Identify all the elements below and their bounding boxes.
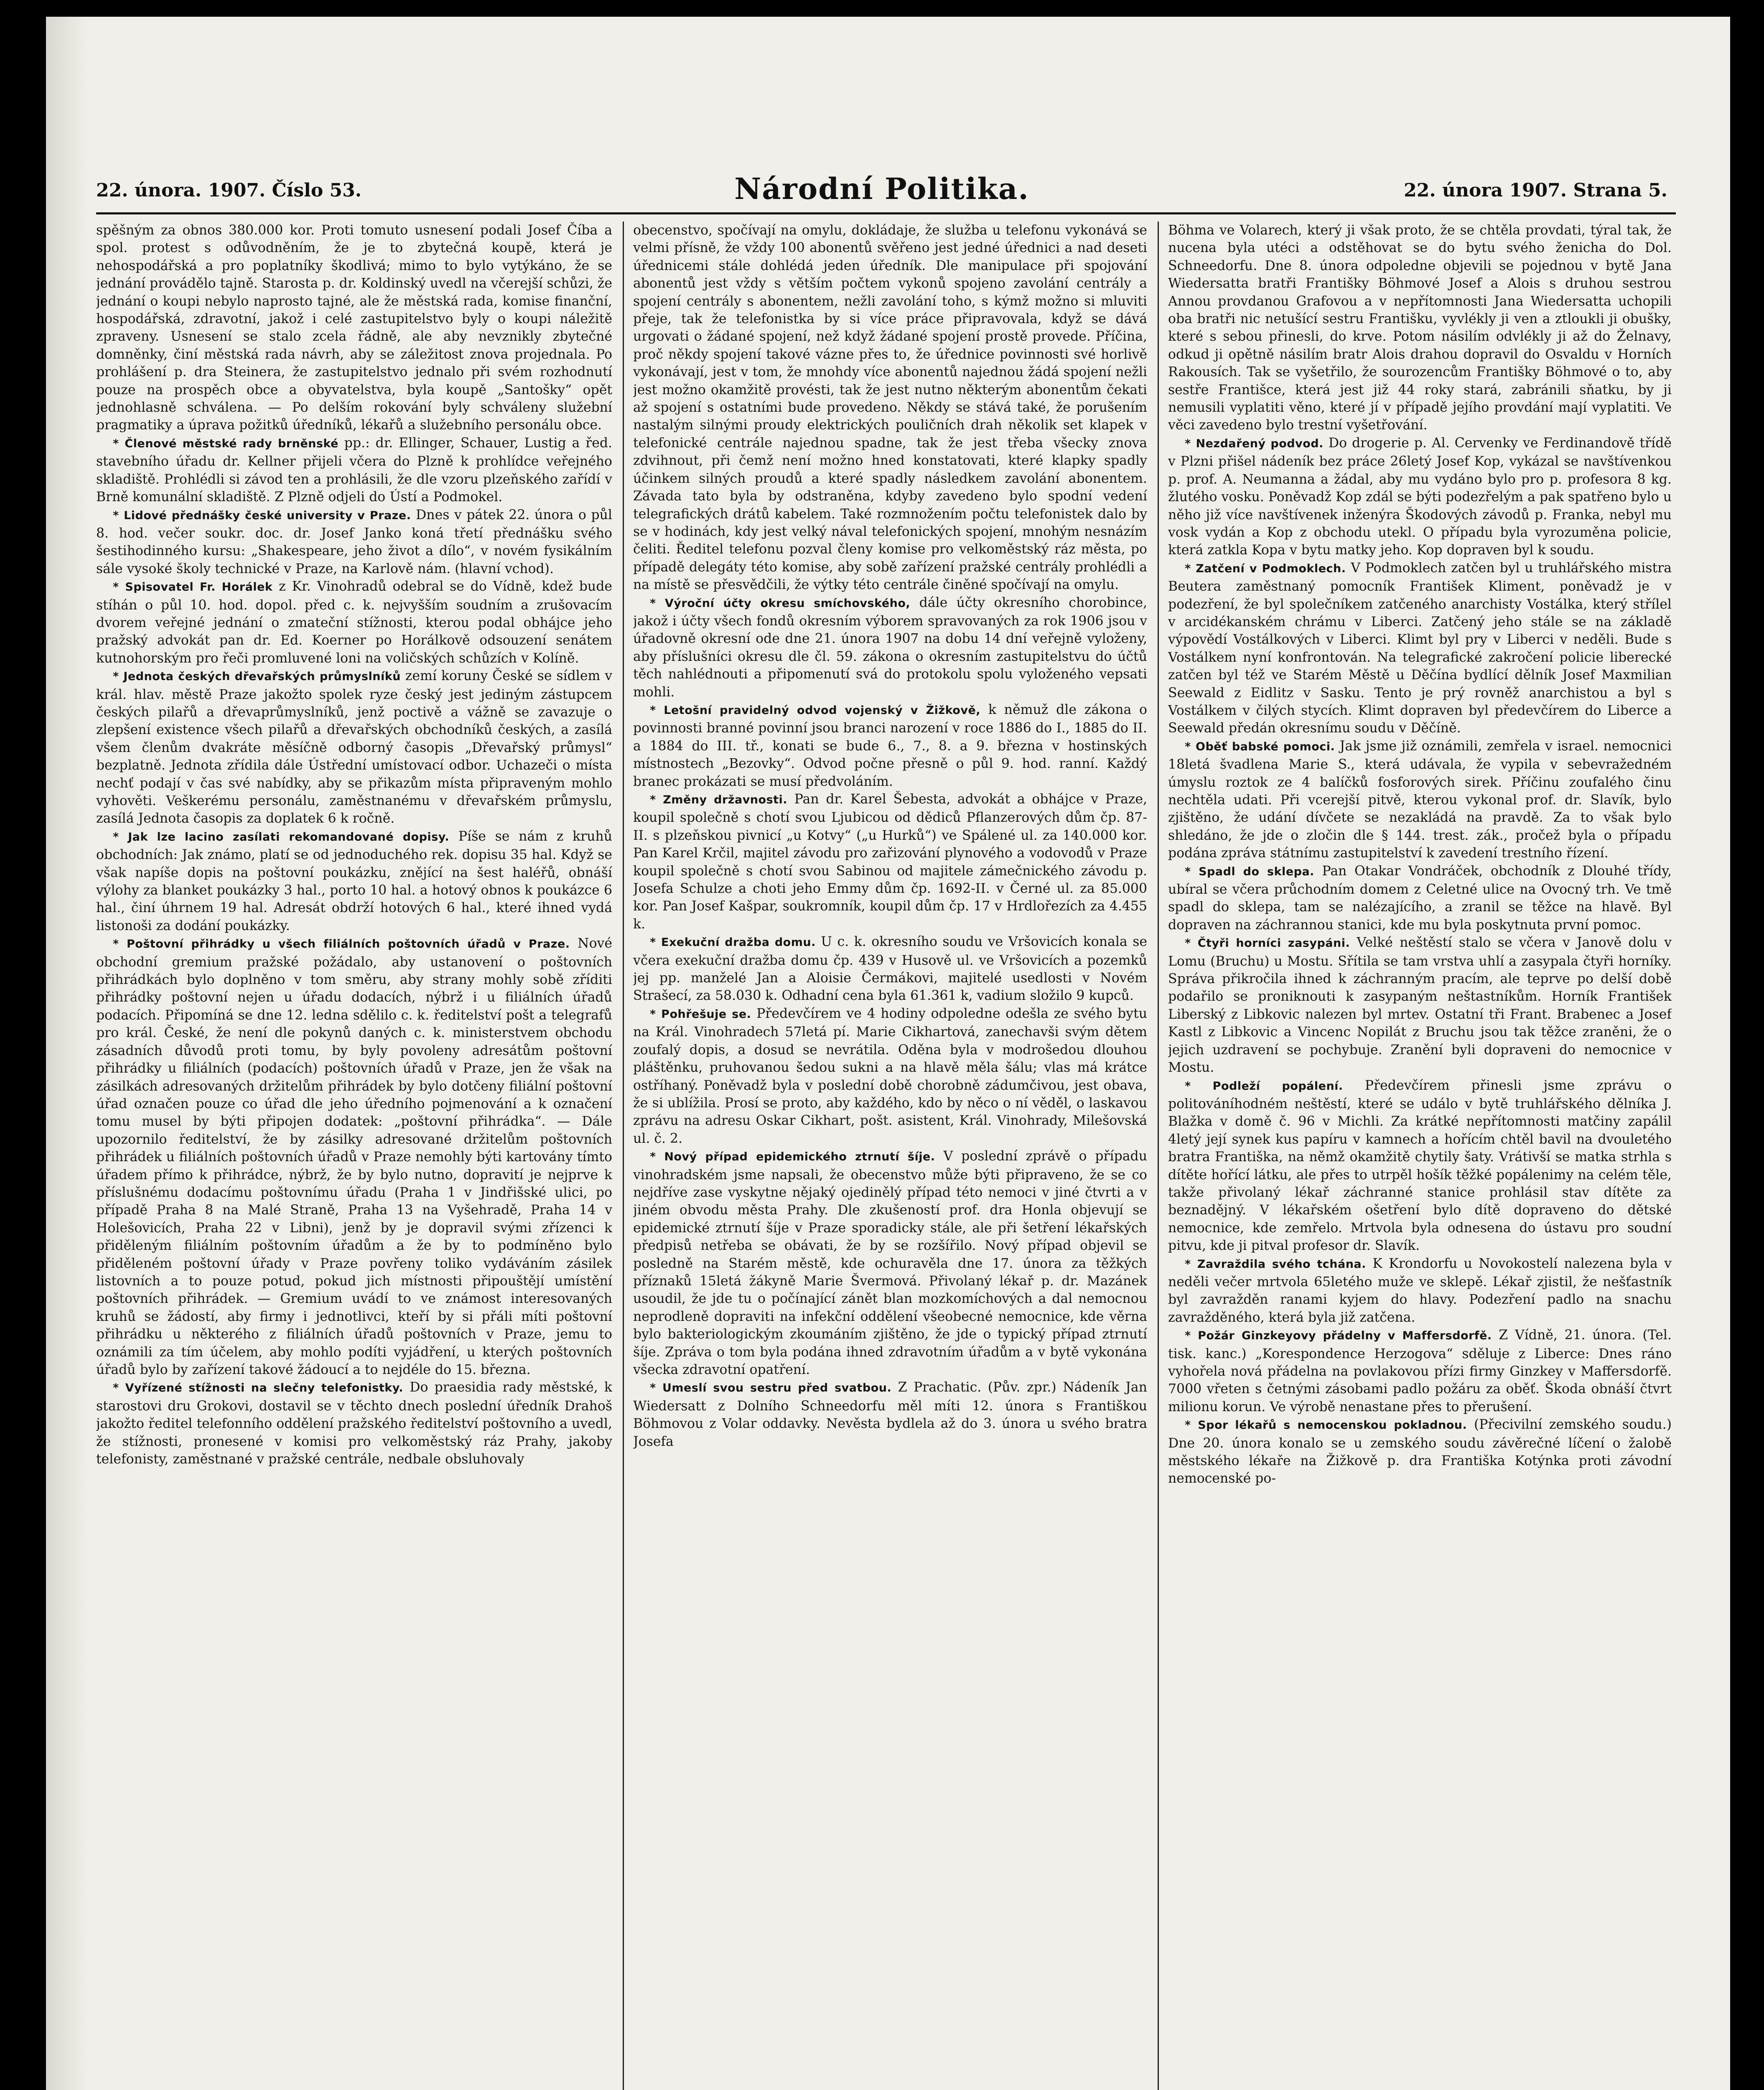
news-item	[1168, 862, 1672, 934]
continued-text	[633, 222, 1147, 594]
news-item-body: Do drogerie p. Al. Cervenky ve Ferdinandově třídě v Plzni přišel nádeník bez práce 26letý Josef Kop, vykázal se navštívenkou p. prof. A. Neumanna a žádal, aby mu vydáno bylo pro p. profesora 8 kg. žlutého vosku. Poněvadž Kop zdál se býti podezřelým a pak spatřeno bylo u něho již více navštívenek inženýra Škodových závodů p. Franka, nebyl mu vosk vydán a Kop z obchodu utekl. O případu byla vyrozuměna policie, která zatkla Kopa v bytu matky jeho. Kop dopraven byl k soudu.	[1168, 435, 1672, 558]
news-item-body: Dnes v pátek 22. února o půl 8. hod. večer soukr. doc. dr. Josef Janko koná třetí přednášku svého šestihodinného kursu: „Shakespeare, jeho život a dílo“, v novém fysikálním sále vysoké školy technické v Praze, na Karlově nám. (hlavní vchod).	[96, 507, 612, 576]
news-item	[633, 1005, 1147, 1147]
text-column-3	[1168, 222, 1672, 2090]
news-item-title: * Výroční účty okresu smíchovského,	[650, 596, 911, 610]
news-item-title: * Zavraždila svého tchána.	[1185, 1257, 1366, 1271]
news-item-title: * Letošní pravidelný odvod vojenský v Žižkově,	[650, 703, 981, 717]
news-item	[96, 828, 612, 935]
news-item-body: (Přecivilní zemského soudu.) Dne 20. února konalo se u zemského soudu závěrečné líčení o žalobě městského lékaře na Žižkově p. dra Františka Kotýnka proti závodní nemocenské po-	[1168, 1417, 1672, 1486]
news-item	[633, 933, 1147, 1005]
news-item	[96, 667, 612, 828]
news-item	[1168, 934, 1672, 1076]
news-item-body: Předevčírem ve 4 hodiny odpoledne odešla ze svého bytu na Král. Vinohradech 57letá pí. Marie Cikhartová, zanechavši svým dětem zoufalý dopis, a dosud se nevrátila. Oděna byla v modrošedou dlouhou pláštěnku, pruhovanou šedou sukni a na hlavě měla šálu; vlas má krátce ostříhaný. Poněvadž byla v poslední době chorobně zádumčivou, jest obava, že si ublížila. Prosí se proto, aby každého, kdo by něco o ní věděl, o laskavou zprávu na adresu Oskar Cikhart, pošt. asistent, Král. Vinohrady, Milešovská ul. č. 2.	[633, 1006, 1147, 1146]
news-item-title: * Spor lékařů s nemocenskou pokladnou.	[1185, 1419, 1467, 1432]
news-item-body: Velké neštěstí stalo se včera v Janově dolu v Lomu (Bruchu) u Mostu. Sřítila se tam vrstva uhlí a zasypala čtyři horníky. Správa přikročila ihned k záchranným pracím, ale teprve po delší době podařilo se proniknouti k zasypaným neštastníkům. Horník František Liberský z Libkovic nalezen byl mrtev. Ostatní tři Frant. Brabenec a Josef Kastl z Libkovic a Vincenc Nopilát z Bruchu jsou tak těžce zraněni, že o jejich uzdravení se pochybuje. Zranění byli dopraveni do nemocnice v Mostu.	[1168, 935, 1672, 1076]
news-item	[1168, 434, 1672, 559]
news-item-body: K Krondorfu u Novokostelí nalezena byla v neděli večer mrtvola 65letého muže ve sklepě. Lékař zjistil, že nešťastník byl zavražděn ranami kyjem do hlavy. Podezření padlo na snachu zavražděného, která byla již zatčena.	[1168, 1256, 1672, 1325]
newspaper-page	[46, 17, 1730, 2090]
news-item-title: * Změny državnosti.	[650, 793, 788, 806]
news-item-body: V Podmoklech zatčen byl u truhlářského mistra Beutera zaměstnaný pomocník František Kliment, poněvadž je v podezření, že byl společníkem zatčeného anarchisty Vostálka, který střílel v arcidékanském chrámu v Liberci. Zatčený jeho stále se na základě výpovědí Vostálkových v Liberci. Klimt byl pry v Liberci v neděli. Bude s Vostálkem nyní konfrontován. Na telegrafické zakročení policie liberecké zatčen byl též ve Starém Městě u Děčína bydlící dělník Josef Maxmilian Seewald z Eidlitz v Sasku. Tento je prý rovněž anarchistou a byl s Vostálkem v čilých stycích. Klimt dopraven byl předevčírem do Liberce a Seewald předán okresnímu soudu v Děčíně.	[1168, 560, 1672, 736]
news-item-body: Píše se nám z kruhů obchodních: Jak známo, platí se od jednoduchého rek. dopisu 35 hal. Když se však napíše dopis na poštovní poukázku, znějící na šest haléřů, obnáší výlohy za blanket poukázky 3 hal., porto 10 hal. a hotový obnos k poukázce 6 hal., činí úhrnem 19 hal. Adresát obdrží hotových 6 hal., které ihned vydá listonoši za dodání poukázky.	[96, 828, 612, 933]
news-item	[1168, 1255, 1672, 1327]
continued-text	[1168, 222, 1672, 434]
news-item	[1168, 737, 1672, 862]
news-item-title: * Poštovní přihrádky u všech filiálních poštovních úřadů v Praze.	[113, 938, 570, 951]
news-item-body: Do praesidia rady městské, k starostovi dru Grokovi, dostavil se v těchto dnech poslední úředník Drahoš jakožto ředitel telefonního oddělení pražského ředitelství poštovního a uvedl, že stížnosti, pronesené v komisi pro velkoměstský ráz Prahy, jakoby telefonisty, zaměstnané v pražské centrále, nedbale obsluhovaly	[96, 1380, 612, 1467]
news-item	[633, 790, 1147, 933]
news-item	[633, 701, 1147, 790]
news-item	[1168, 1326, 1672, 1416]
news-item-body: Jak jsme již oznámili, zemřela v israel. nemocnici 18letá švadlena Marie S., která udávala, že vypila v sebevražedném úmyslu roztok ze 4 balíčků fosforových sirek. Příčinu zoufalého činu nechtěla udati. Při vcerejší pitvě, kterou vykonal prof. dr. Slavík, bylo zjištěno, že udání dívčete se nezakládá na pravdě. Za to však bylo shledáno, že jde o zločin dle § 144. trest. zák., pročež byla o případu podána zpráva státnímu zastupitelství k zavedení trestního řízení.	[1168, 738, 1672, 861]
news-item-body: z Kr. Vinohradů odebral se do Vídně, kdež bude stíhán o půl 10. hod. dopol. před c. k. nejvyšším soudním a zrušovacím dvorem veřejné jednání o zmateční stížnosti, kterou podal obhájce jeho pražský advokát pan dr. Ed. Koerner po Horálkově odsouzení senátem kutnohorským pro řeči promluvené loni na voličských schůzích v Kolíně.	[96, 579, 612, 666]
continued-text	[96, 222, 612, 434]
masthead-title: Národní Politika.	[734, 171, 1029, 206]
news-item-title: * Jak lze lacino zasílati rekomandované dopisy.	[113, 830, 450, 844]
news-item	[96, 935, 612, 1379]
header-date-issue: 22. února. 1907. Číslo 53.	[96, 180, 362, 201]
news-item	[96, 434, 612, 506]
news-item-title: * Zatčení v Podmoklech.	[1185, 562, 1346, 575]
news-item	[96, 506, 612, 578]
news-item-title: * Čtyři horníci zasypáni.	[1185, 937, 1350, 950]
text-column-1	[96, 222, 612, 2090]
news-item	[96, 578, 612, 667]
news-item-title: * Nezdařený podvod.	[1185, 437, 1324, 450]
column-divider	[1158, 222, 1159, 2090]
column-divider	[623, 222, 624, 2090]
news-item-title: * Spadl do sklepa.	[1185, 865, 1314, 878]
news-item-title: * Podleží popálení.	[1185, 1079, 1343, 1093]
news-item-title: * Členové městské rady brněnské	[113, 437, 339, 450]
news-item-body: spěšným za obnos 380.000 kor. Proti tomuto usnesení podali Josef Číba a spol. protest s odůvodněním, že je to zbytečná koupě, která je nehospodářská a pro poplatníky škodlivá; mimo to bylo vytýkáno, že se jednání provádělo tajně. Starosta p. dr. Koldinský uvedl na včerejší schůzi, že jednání o koupi nebylo naprosto tajné, ale že městská rada, komise finanční, hospodářská, zdravotní, jakož i celé zastupitelstvo byly o koupi náležitě zpraveny. Usnesení se stalo zcela řádně, ale aby nevznikly zbytečné domněnky, činí městská rada návrh, aby se záležitost znova projednala. Po prohlášení p. dra Steinera, že zastupitelstvo jednalo při svém rozhodnutí pouze na prospěch obce a obyvatelstva, byla koupě „Santošky“ opět jednohlasně schválena. — Po delším rokování byly schváleny služební pragmatiky a úprava požitků úředníků, lékařů a služebního personálu obce.	[96, 223, 612, 433]
news-item	[633, 1147, 1147, 1379]
news-item	[1168, 1077, 1672, 1255]
news-item	[96, 1379, 612, 1468]
news-item-title: * Vyřízené stížnosti na slečny telefonistky.	[113, 1381, 404, 1395]
news-item-title: * Nový případ epidemického ztrnutí šíje.	[650, 1150, 935, 1164]
news-item-title: * Požár Ginzkeyovy přádelny v Maffersdorfě.	[1185, 1329, 1492, 1343]
news-item-body: V poslední zprávě o případu vinohradském jsme napsali, že obecenstvo může býti připraveno, že se co nejdříve zase vyskytne nějaký ojedinělý případ této nemoci v jiné čtvrti a v jiném obvodu města Prahy. Dle zkušeností prof. dra Honla objevují se epidemické ztrnutí šíje v Praze sporadicky stále, ale při šetření lékařských předpisů netřeba se obávati, že by se rozšířilo. Nový případ objevil se posledně na Starém městě, kde ochuravěla dne 17. února za těžkých příznaků 15letá žákyně Marie Švermová. Přivolaný lékař p. dr. Mazánek usoudil, že jde tu o počínající zánět blan mozkomíchových a dal nemocnou neprodleně dopraviti na infekční oddělení všeobecné nemocnice, kde věrna bylo bakteriologickým zkoumáním zjištěno, že jde o typický případ ztrnutí šíje. Zpráva o tom byla podána ihned zdravotním úřadům a v bytě vykonána všecka zdravotní opatření.	[633, 1149, 1147, 1377]
news-item	[633, 1379, 1147, 1450]
news-item-body: Böhma ve Volarech, který ji však proto, že se chtěla provdati, týral tak, že nucena byla utéci a odstěhovat se do bytu svého ženicha do Dol. Schneedorfu. Dne 8. února odpoledne objevili se pojednou v bytě Jana Wiedersatta bratři Františky Böhmové Josef a Alois s druhou sestrou Annou provdanou Grafovou a v nepřítomnosti Jana Wiedersatta uchopili oba bratři nic netušící sestru Františku, vyvlékly ji ven a ztloukli ji obušky, které s sebou přinesli, do krve. Potom násilím odvlékly ji až do Želnavy, odkud ji opětně násilím bratr Alois drahou dopravil do Osvaldu v Horních Rakousích. Tak se vyšetřilo, že sourozencům Františky Böhmové o to, aby sestře Františce, která jest již 44 roky stará, zabránili sňatku, by ji nemusili vyplatiti věno, které jí v případě jejího provdání mají vyplatiti. Ve věci zavedeno bylo trestní vyšetřování.	[1168, 223, 1672, 433]
news-item-body: Z Vídně, 21. února. (Tel. tisk. kanc.) „Korespondence Herzogova“ sděluje z Liberce: Dnes ráno vyhořela nová přádelna na povlakovou přízi firmy Ginzkey v Maffersdorfě. 7000 vřeten s četnými zásobami padlo požáru za oběť. Škoda obnáší čtvrt milionu korun. Ve výrobě nenastane přes to přerušení.	[1168, 1328, 1672, 1415]
news-item-title: * Umeslí svou sestru před svatbou.	[650, 1381, 892, 1395]
page-header	[96, 171, 1667, 209]
news-item	[1168, 559, 1672, 737]
news-item-title: * Oběť babské pomoci.	[1185, 740, 1335, 753]
news-item-body: U c. k. okresního soudu ve Vršovicích konala se včera exekuční dražba domu čp. 439 v Husově ul. ve Vršovicích a pozemků jej pp. manželé Jan a Aloisie Čermákovi, majitelé usedlosti v Novém Strašecí, za 58.030 k. Odhadní cena byla 61.361 k, vadium složilo 9 kupců.	[633, 934, 1147, 1004]
news-item-body: Pan dr. Karel Šebesta, advokát a obhájce v Praze, koupil společně s chotí svou Ljubicou od dědiců Pflanzerových dům čp. 87-II. s plzeňskou pivnicí „u Kotvy“ („u Hurků“) ve Spálené ul. za 140.000 kor. Pan Karel Krčil, majitel závodu pro zařizování plynového a vodovodů v Praze koupil společně s chotí svou Sabinou od majitele zámečnického závodu p. Josefa Schulze a choti jeho Emmy dům čp. 1692-II. v Černé ul. za 85.000 kor. Pan Josef Kašpar, soukromník, koupil dům čp. 17 v Hrdlořezích za 4.455 k.	[633, 792, 1147, 932]
news-item-body: k němuž dle zákona o povinnosti branné povinní jsou branci narození v roce 1886 do I., 1885 do II. a 1884 do III. tř., konati se bude 6., 7., 8. a 9. března v hostinských místnostech „Bezovky“. Odvod počne přesně o půl 9. hod. ranní. Každý branec prokázati se musí předvoláním.	[633, 702, 1147, 789]
news-item-body: Pan Otakar Vondráček, obchodník z Dlouhé třídy, ubíral se včera průchodním domem z Celetné ulice na Ovocný trh. Ve tmě spadl do sklepa, tam se nalézajícího, a zranil se těžce na hlavě. Byl dopraven na záchrannou stanici, kde mu byla poskytnuta první pomoc.	[1168, 863, 1672, 933]
news-item-title: * Pohřešuje se.	[650, 1007, 751, 1021]
header-date-page: 22. února 1907. Strana 5.	[1404, 180, 1667, 201]
news-item-body: dále účty okresního chorobince, jakož i účty všech fondů okresním výborem spravovaných za rok 1906 jsou v úřadovně okresní ode dne 21. února 1907 na dobu 14 dní veřejně vyloženy, aby příslušníci okresu dle čl. 59. zákona o okresním zastupitelstvu do účtů těch nahlédnouti a připomenutí svá do protokolu spolu vyloženého vepsati mohli.	[633, 595, 1147, 700]
news-item-title: * Jednota českých dřevařských průmyslníků	[113, 670, 401, 683]
news-item	[633, 594, 1147, 701]
news-item-body: pp.: dr. Ellinger, Schauer, Lustig a řed. stavebního úřadu dr. Kellner přijeli včera do Plzně k prohlídce veřejného skladiště. Prohlédli si závod ten a prohlásili, že dle vzoru plzeňského zařídí v Brně komunální skladiště. Z Plzně odjeli do Ústí a Podmokel.	[96, 435, 612, 505]
page-fold-shadow	[46, 17, 88, 2090]
news-item-title: * Exekuční dražba domu.	[650, 936, 816, 949]
news-item-title: * Spisovatel Fr. Horálek	[113, 581, 273, 594]
text-column-2	[633, 222, 1147, 2090]
header-rule	[96, 212, 1676, 214]
news-item	[1168, 1416, 1672, 1488]
news-item-title: * Lidové přednášky české university v Praze.	[113, 509, 411, 522]
news-item-body: Nové obchodní gremium pražské požádalo, aby ustanovení o poštovních přihrádkách bylo doplněno v tom směru, aby strany mohly sobě zříditi přihrádky poštovní nejen u úřadu dodacích, nýbrž i u filiálních úřadů podacích. Připomíná se dne 12. ledna sdělilo c. k. ředitelství pošt a telegrafů pro král. České, že není dle pokynů daných c. k. ministerstvem obchodu zásadních důvodů proti tomu, by byly povoleny adresátům poštovní přihrádky u filiálních (podacích) poštovních úřadů v Praze, jen že však na zásilkách adresovaných držitelům přihrádek by bylo dotčeny filiální poštovní úřad označen pouze co úřad dle jeho úředního pojmenování a k označení tomu musel by býti připojen dodatek: „poštovní přihrádka“. — Dále upozornilo ředitelství, že by zásilky adresované držitelům poštovních přihrádek u filiálních poštovních úřadů v Praze nemohly býti kartovány tímto úřadem přímo k přihrádce, nýbrž, že by bylo nutno, dopravití je nejprve k příslušnému dodacímu poštovnímu úřadu (Praha 1 v Jindřišské ulici, po případě Praha 8 na Malé Straně, Praha 13 na Vyšehradě, Praha 14 v Holešovicích, Praha 22 v Libni), jenž by je dopravil svými zřízenci k přiděleným filiálním poštovním úřadům a že by to podmíněno bylo přiděleném poštovní úřady v Praze povřeny toliko vydáváním zásilek listovních a to pouze potud, pokud jich místnosti připouštějí umístění poštovních přihrádek. — Gremium uvádí to ve známost interesovaných kruhů se žádostí, aby firmy i jednotlivci, kteří by si přáli míti poštovní přihrádku u některého z filiálních úřadů poštovních v Praze, jemu to oznámili za tím účelem, aby mohlo podíti vyjádření, u kterých poštovních úřadů bylo by zařízení takové žádoucí a to nejdéle do 15. března.	[96, 936, 612, 1377]
news-item-body: Předevčírem přinesli jsme zprávu o politováníhodném neštěstí, které se událo v bytě truhlářského dělníka J. Blažka v domě č. 96 v Michli. Za krátké nepřítomnosti matčiny zapálil 4letý její synek kus papíru v kamnech a hořícím chtěl bavil na dvouletého bratra Františka, na němž okamžitě chytily šaty. Vrátivší se matka strhla s dítěte hořící látku, ale přes to utrpěl hošík těžké popálenimy na celém těle, takže přivolaný lékař záchranné stanice prohlásil stav dítěte za beznadějný. V lékařském ošetření bylo dítě dopraveno do dětské nemocnice, kde zemřelo. Mrtvola byla odnesena do ústavu pro soudní pitvu, kde ji pitval profesor dr. Slavík.	[1168, 1078, 1672, 1254]
news-item-body: obecenstvo, spočívají na omylu, dokládaje, že služba u telefonu vykonává se velmi přísně, že vždy 100 abonentů svěřeno jest jedné úřednici a nad deseti úřednicemi stále dohlédá jeden úředník. Dle manipulace při spojování abonentů jest vždy s větším počtem vykonů spojeno zavolání centrály a spojení centrály s abonentem, nežli zavolání toho, s kýmž možno si mluviti přeje, tak že telefonistka by si více práce připravovala, když se dává urgovati o žádané spojení, než když žádané spojení prostě provede. Příčina, proč někdy spojení takové vázne přes to, že úřednice povinnosti své horlivě vykonávají, jest v tom, že mnohdy více abonentů najednou žádá spojení nežli jest možno okamžitě provésti, tak že jest nutno některým abonentům čekati až spojení s ostatními bude provedeno. Někdy se stává také, že porušením nastalým silnými proudy elektrických pouličních drah několik set klapek v telefonické centrále najednou spadne, tak že jest třeba všecky znova zdvihnout, při čemž není možno hned konstatovati, které klapky spadly účinkem silných proudů a které spadly následkem zavolání abonentem. Závada tato byla by odstraněna, kdyby zavedeno bylo spodní vedení telegrafických drátů kabelem. Také rozmnožením počtu telefonistek dalo by se v hodinách, kdy jest velký nával telefonických spojení, mnohým nesnázím čeliti. Ředitel telefonu pozval členy komise pro velkoměstský ráz města, po případě delegáty této komise, aby sobě zařízení pražské centrály prohlédli a na místě se přesvědčili, že výtky této centrále činěné spočívají na omylu.	[633, 223, 1147, 593]
news-item-body: zemí koruny České se sídlem v král. hlav. městě Praze jakožto spolek ryze český jest jediným zástupcem českých pilařů a dřevaprůmyslníků, jenž poctivě a vážně se zavazuje o zlepšení existence všech pilařů a dřevařských obchodníků českých, a zasílá všem členům dvakráte měsíčně odborný časopis „Dřevařský průmysl“ bezplatně. Jednota zřídila dále Ústřední umístovací odbor. Uchazeči o místa nechť podají v čas své nabídky, aby se přikazům místa připraveným mohlo vyhověti. Veškerému personálu, zaměstnanému v dřevařském průmyslu, zasílá Jednota časopis za doplatek 6 k ročně.	[96, 668, 612, 826]
news-item-body: Z Prachatic. (Pův. zpr.) Nádeník Jan Wiedersatt z Dolního Schneedorfu měl míti 12. února s Františkou Böhmovou z Volar oddavky. Nevěsta bydlela až do 3. února u svého bratra Josefa	[633, 1380, 1147, 1449]
